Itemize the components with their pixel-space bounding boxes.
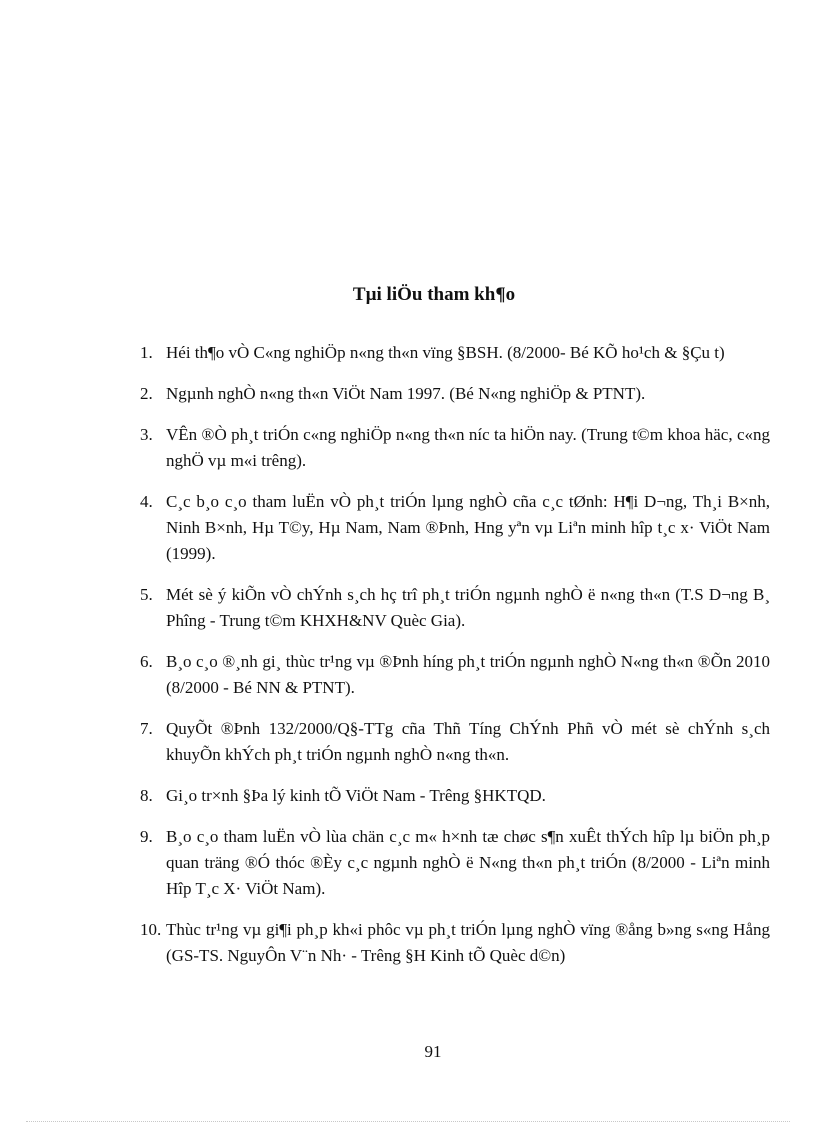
reference-item [140,716,770,768]
reference-text: C¸c b¸o c¸o tham luËn vÒ ph¸t triÓn lµng nghÒ cña c¸c tØnh: H¶i D¬ng, Th¸i B×nh, Ninh B×nh, Hµ T©y, Hµ Nam, Nam ®Þnh, Hng yªn vµ Liªn minh hîp t¸c x· ViÖt Nam (1999). [166,492,770,563]
reference-item [140,340,770,366]
reference-text: Mét sè ý kiÕn vÒ chÝnh s¸ch hç trî ph¸t triÓn ngµnh nghÒ ë n«ng th«n (T.S D¬ng B¸ Phîng - Trung t©m KHXH&NV Quèc Gia). [166,585,770,630]
reference-number: 1. [140,343,153,362]
reference-item [140,381,770,407]
reference-number: 7. [140,719,153,738]
reference-list [140,340,770,984]
reference-item [140,824,770,902]
reference-number: 2. [140,384,153,403]
reference-number: 3. [140,425,153,444]
reference-item [140,649,770,701]
reference-item [140,783,770,809]
reference-number: 6. [140,652,153,671]
page-bottom-divider [26,1121,790,1122]
reference-text: Gi¸o tr×nh §Þa lý kinh tÕ ViÖt Nam - Trêng §HKTQD. [166,786,546,805]
reference-number: 8. [140,786,153,805]
reference-text: Héi th¶o vÒ C«ng nghiÖp n«ng th«n vïng §BSH. (8/2000- Bé KÕ ho¹ch & §Çu t) [166,343,725,362]
reference-number: 4. [140,492,153,511]
reference-item [140,582,770,634]
reference-item [140,489,770,567]
reference-number: 10. [140,920,162,939]
reference-text: QuyÕt ®Þnh 132/2000/Q§-TTg cña Thñ Tíng ChÝnh Phñ vÒ mét sè chÝnh s¸ch khuyÕn khÝch ph¸t triÓn ngµnh nghÒ n«ng th«n. [166,719,770,764]
reference-text: Thùc tr¹ng vµ gi¶i ph¸p kh«i phôc vµ ph¸t triÓn lµng nghÒ vïng ®ång b»ng s«ng Hång (GS-TS. NguyÔn V¨n Nh· - Trêng §H Kinh tÕ Quèc d©n) [166,920,770,965]
page-number: 91 [424,1042,442,1061]
page-title: Tµi liÖu tham kh¶o [352,284,516,305]
reference-item [140,422,770,474]
reference-text: VÊn ®Ò ph¸t triÓn c«ng nghiÖp n«ng th«n níc ta hiÖn nay. (Trung t©m khoa häc, c«ng nghÖ vµ m«i trêng). [166,425,770,470]
reference-item [140,917,770,969]
reference-number: 5. [140,585,153,604]
reference-text: B¸o c¸o tham luËn vÒ lùa chän c¸c m« h×nh tæ chøc s¶n xuÊt thÝch hîp lµ biÖn ph¸p quan träng ®Ó thóc ®Èy c¸c ngµnh nghÒ ë N«ng th«n ph¸t triÓn (8/2000 - Liªn minh Hîp T¸c X· ViÖt Nam). [166,827,770,898]
reference-number: 9. [140,827,153,846]
reference-text: B¸o c¸o ®¸nh gi¸ thùc tr¹ng vµ ®Þnh híng ph¸t triÓn ngµnh nghÒ N«ng th«n ®Õn 2010 (8/2000 - Bé NN & PTNT). [166,652,770,697]
reference-text: Ngµnh nghÒ n«ng th«n ViÖt Nam 1997. (Bé N«ng nghiÖp & PTNT). [166,384,646,403]
